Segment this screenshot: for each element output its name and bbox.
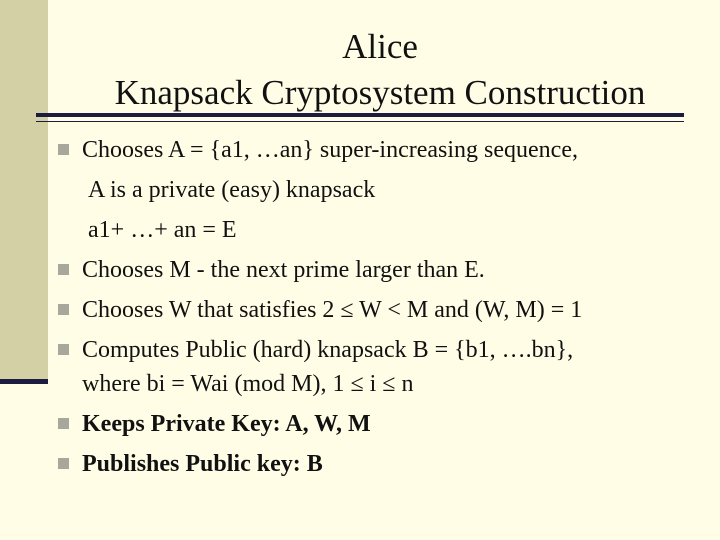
- bullet-text: Keeps Private Key: A, W, M: [82, 411, 371, 437]
- bullet-marker: [58, 304, 69, 315]
- side-decoration-band: [0, 0, 48, 382]
- sub-line-sum: [88, 210, 237, 250]
- bullet-marker: [58, 458, 69, 469]
- bullet-text: A is a private (easy) knapsack: [88, 177, 376, 203]
- slide-title: [80, 24, 680, 116]
- bullet-text: a1+ …+ an = E: [88, 217, 237, 243]
- bullet-text: Chooses M - the next prime larger than E.: [82, 257, 485, 283]
- bullet-marker: [58, 418, 69, 429]
- sub-line-where: [82, 364, 413, 404]
- bullet-marker: [58, 144, 69, 155]
- bullet-text: Computes Public (hard) knapsack B = {b1, ….bn},: [82, 337, 574, 363]
- title-divider-thin: [36, 121, 684, 122]
- bullet-text: where bi = Wai (mod M), 1 ≤ i ≤ n: [82, 371, 414, 397]
- bullet-text: Publishes Public key: B: [82, 451, 323, 477]
- bullet-text: Chooses A = {a1, …an} super-increasing sequence,: [82, 137, 578, 163]
- bullet-choose-m: [58, 250, 485, 290]
- title-line-2: Knapsack Cryptosystem Construction: [114, 73, 646, 112]
- bullet-keeps-private: [58, 404, 371, 444]
- side-decoration-rule: [0, 379, 48, 384]
- sub-line-private-knapsack: [88, 170, 375, 210]
- bullet-publishes-public: [58, 444, 323, 484]
- bullet-choose-w: [58, 290, 582, 330]
- bullet-choose-a: [58, 130, 578, 170]
- bullet-marker: [58, 344, 69, 355]
- bullet-text: Chooses W that satisfies 2 ≤ W < M and (W, M) = 1: [82, 297, 583, 323]
- title-line-1: Alice: [342, 27, 418, 66]
- bullet-marker: [58, 264, 69, 275]
